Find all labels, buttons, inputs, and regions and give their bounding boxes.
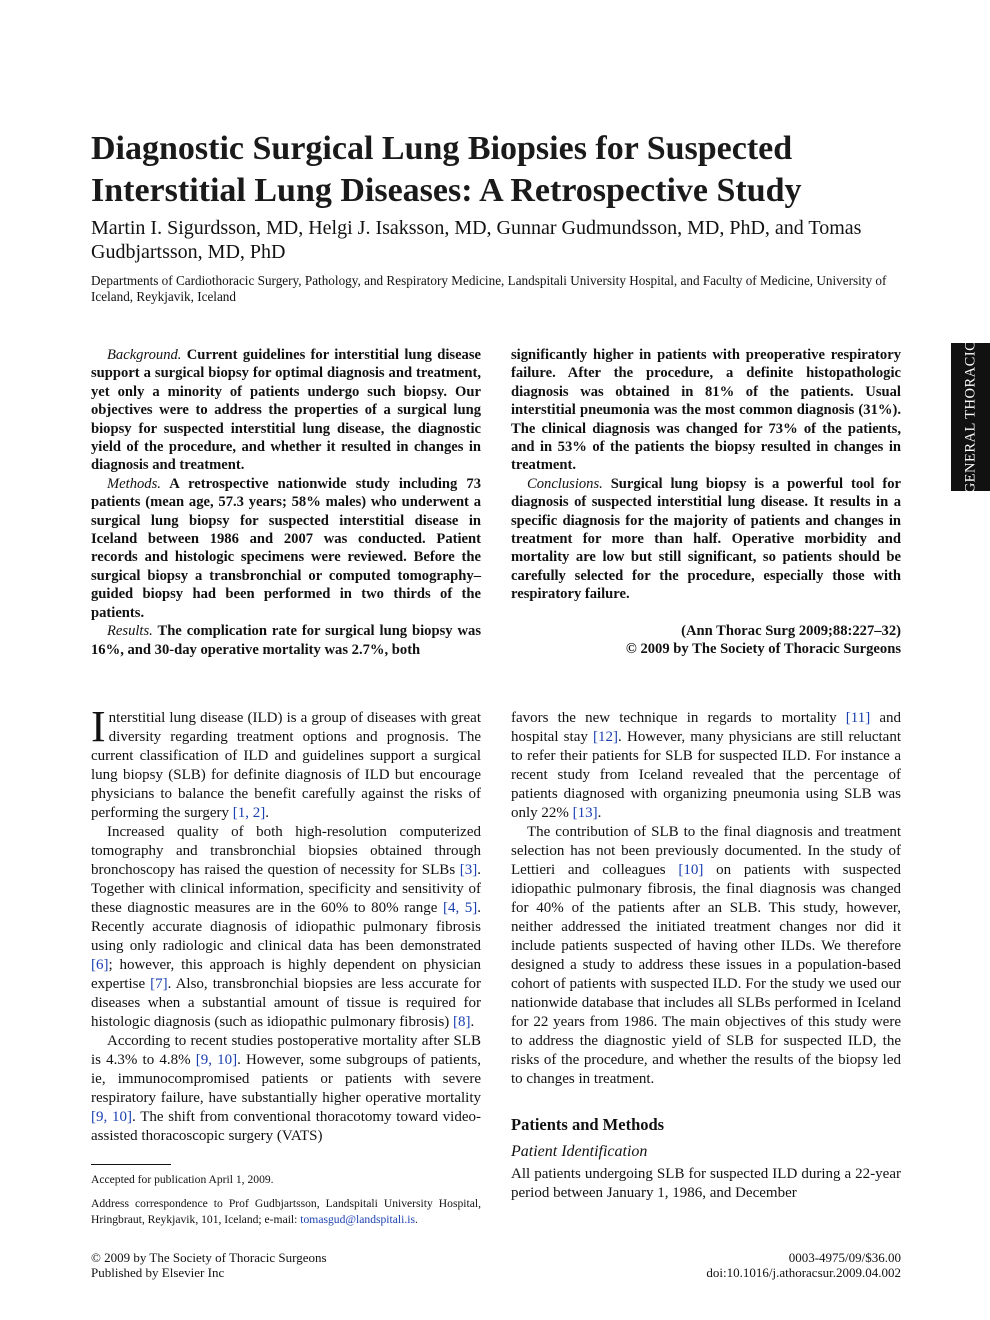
paragraph-text: . The shift from conventional thoracotomy toward video-assisted thoracoscopic surgery (VATS) — [91, 1109, 481, 1144]
author-list: Martin I. Sigurdsson, MD, Helgi J. Isaksson, MD, Gunnar Gudmundsson, MD, PhD, and Tomas Gudbjartsson, MD, PhD — [91, 217, 862, 263]
paragraph-contribution — [511, 823, 901, 1089]
reference-link[interactable]: [9, 10] — [195, 1052, 238, 1068]
methods-label: Methods. — [107, 475, 161, 492]
title-line-1: Diagnostic Surgical Lung Biopsies for Suspected — [91, 130, 793, 167]
abstract-copyright: © 2009 by The Society of Thoracic Surgeons — [625, 641, 901, 658]
conclusions-label: Conclusions. — [527, 475, 603, 492]
article-title — [91, 128, 891, 212]
correspondence-text: . — [414, 1213, 418, 1226]
abstract-results-continued: significantly higher in patients with preoperative respiratory failure. After the procedure, a definite histopathologic diagnosis was obtained in 81% of the patients. Usual interstitial pneumonia was the most common diagnosis (31%). The clinical diagnosis was changed for 73% of the patients, and in 53% of the patients the biopsy resulted in changes in treatment. — [511, 347, 901, 474]
reference-link[interactable]: [6] — [91, 957, 109, 973]
paragraph-text: . However, many physicians are still reluctant to refer their patients for SLB for suspected ILD. For instance a recent study from Iceland revealed that the percentage of patients diagnosed with organizing pneumonia using SLB was only 22% — [511, 729, 901, 821]
paragraph-text: . — [470, 1014, 475, 1030]
paragraph-text: . Together with clinical information, specificity and sensitivity of these diagnostic measures are in the 60% to 80% range — [91, 862, 481, 916]
paragraph-text: nterstitial lung disease (ILD) is a group of diseases with great diversity regarding treatment options and prognosis. The current classification of ILD and guidelines support a surgical lung biopsy (SLB) for definite diagnosis of ILD but encourage physicians to balance the benefit carefully against the risks of performing the surgery — [91, 710, 481, 821]
reference-link[interactable]: [12] — [593, 729, 619, 745]
reference-link[interactable]: [13] — [572, 805, 598, 821]
abstract-methods — [91, 475, 481, 622]
footer-issn: 0003-4975/09/$36.00 — [788, 1250, 901, 1265]
correspondence-note — [91, 1196, 481, 1228]
reference-link[interactable]: [10] — [678, 862, 704, 878]
paragraph-text: ; however, this approach is highly dependent on physician expertise — [91, 957, 481, 992]
body-column-left — [91, 702, 481, 1146]
paragraph-text: favors the new technique in regards to mortality — [511, 710, 846, 726]
paragraph-text: The contribution of SLB to the final diagnosis and treatment selection has not been previously documented. In the study of Lettieri and colleagues — [511, 824, 901, 878]
footnotes — [91, 1172, 481, 1236]
correspondence-text: Address correspondence to Prof Gudbjartsson, Landspitali University Hospital, Hringbraut, Reykjavik, 101, Iceland; e-mail: — [91, 1197, 481, 1226]
reference-link[interactable]: [9, 10] — [91, 1109, 132, 1125]
abstract-column-right — [511, 346, 901, 659]
reference-link[interactable]: [7] — [150, 976, 168, 992]
paragraph-text: . — [597, 805, 602, 821]
paragraph-text: . Also, transbronchial biopsies are less accurate for diseases when a substantial amount of tissue is required for histologic diagnosis (such as idiopathic pulmonary fibrosis) — [91, 976, 481, 1030]
section-heading: Patients and Methods — [511, 1115, 665, 1134]
section-side-tab — [951, 340, 990, 494]
paragraph-text: on patients with suspected idiopathic pulmonary fibrosis, the final diagnosis was changed for 40% of the patients after an SLB. This study, however, neither addressed the initiated treatment changes nor did it include patients suspected of having other ILDs. We therefore designed a study to address these issues in a population-based cohort of patients with suspected ILD. For the study we used our nationwide database that includes all SLBs performed in Iceland for 22 years from 1986. The main objectives of this study were to address the diagnostic yield of SLB for suspected ILD, the risks of the procedure, and whether the results of the biopsy led to changes in treatment. — [511, 862, 901, 1087]
paragraph-text: Increased quality of both high-resolution computerized tomography and transbronchial biopsies obtained through bronchoscopy has raised the question of necessity for SLBs — [91, 824, 481, 878]
subsection-heading: Patient Identification — [511, 1143, 648, 1160]
paragraph-text: . — [265, 805, 270, 821]
accepted-note: Accepted for publication April 1, 2009. — [91, 1173, 274, 1186]
paragraph-text: . However, some subgroups of patients, ie, immunocompromised patients or patients with severe respiratory failure, have substantially higher operative mortality — [91, 1052, 481, 1106]
title-line-2: Interstitial Lung Diseases: A Retrospective Study — [91, 172, 802, 209]
abstract-conclusions — [511, 475, 901, 604]
paragraph-intro — [91, 702, 481, 823]
paragraph-mortality — [91, 1032, 481, 1146]
journal-citation: (Ann Thorac Surg 2009;88:227–32) — [681, 622, 901, 639]
footer-copyright: © 2009 by The Society of Thoracic Surgeons — [91, 1250, 327, 1265]
background-label: Background. — [107, 347, 182, 363]
results-label: Results. — [107, 623, 153, 640]
footer-doi: doi:10.1016/j.athoracsur.2009.04.002 — [706, 1265, 901, 1280]
background-text: Current guidelines for interstitial lung disease support a surgical biopsy for optimal diagnosis and treatment, yet only a minority of patients undergo such biopsy. Our objectives were to address the properties of a surgical lung biopsy for suspected interstitial lung disease, the diagnostic yield of the procedure, and whether it resulted in changes in diagnosis and treatment. — [91, 347, 481, 474]
results-text: The complication rate for surgical lung biopsy was 16%, and 30-day operative mortality was 2.7%, both — [91, 623, 481, 658]
conclusions-text: Surgical lung biopsy is a powerful tool for diagnosis of suspected interstitial lung disease. It results in a specific diagnosis for the majority of patients and changes in treatment for more than half. Operative morbidity and mortality are low but still significant, so patients should be carefully selected for the procedure, especially those with respiratory failure. — [511, 475, 901, 603]
paragraph-patient-identification: All patients undergoing SLB for suspected ILD during a 22-year period between January 1, 1986, and December — [511, 1166, 901, 1201]
email-link[interactable]: tomasgud@landspitali.is — [300, 1213, 415, 1226]
affiliation: Departments of Cardiothoracic Surgery, Pathology, and Respiratory Medicine, Landspitali University Hospital, and Faculty of Medicine, University of Iceland, Reykjavik, Iceland — [91, 273, 887, 304]
abstract-results — [91, 622, 481, 659]
footer-right — [600, 1250, 901, 1280]
abstract-column-left — [91, 346, 481, 659]
footer-left — [91, 1250, 491, 1280]
reference-link[interactable]: [1, 2] — [232, 805, 266, 821]
footer-publisher: Published by Elsevier Inc — [91, 1265, 225, 1280]
paragraph-text: According to recent studies postoperative mortality after SLB is 4.3% to 4.8% — [91, 1033, 481, 1068]
drop-cap: I — [91, 702, 106, 751]
paragraph-text: . Recently accurate diagnosis of idiopathic pulmonary fibrosis using only radiologic and clinical data has been demonstrated — [91, 900, 481, 954]
abstract-background — [91, 346, 481, 475]
paragraph-vats-continued — [511, 709, 901, 823]
paragraph-diagnostics — [91, 823, 481, 1032]
side-tab-label: GENERAL THORACIC — [962, 340, 978, 494]
body-column-right — [511, 709, 901, 1203]
reference-link[interactable]: [4, 5] — [442, 900, 478, 916]
methods-text: A retrospective nationwide study including 73 patients (mean age, 57.3 years; 58% males) who underwent a surgical lung biopsy for suspected interstitial disease in Iceland between 1986 and 2007 was conducted. Patient records and histologic specimens were reviewed. Before the surgical biopsy a transbronchial or computed tomography– guided biopsy had been performed in two thirds of the patients. — [91, 475, 481, 621]
footnote-rule — [91, 1164, 171, 1165]
reference-link[interactable]: [3] — [459, 862, 478, 878]
reference-link[interactable]: [8] — [453, 1014, 471, 1030]
paragraph-text: and hospital stay — [511, 710, 901, 745]
abstract-citation — [511, 622, 901, 659]
reference-link[interactable]: [11] — [845, 710, 871, 726]
